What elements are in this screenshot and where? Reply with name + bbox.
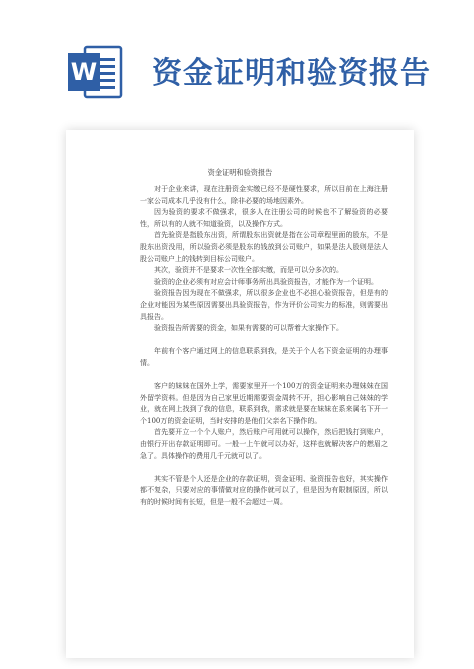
document-paragraph: 验资报告因为现在不做强求，所以很多企业也不必担心验资报告，但是有的企业对能因为某些原因需要出具验资报告，作为评价公司实力的标准，则需要出具报告。 bbox=[140, 289, 388, 321]
document-paragraph: 其次，验资并不是要求一次性全部实缴，而是可以分多次的。 bbox=[154, 266, 343, 275]
document-paragraph: 客户的妹妹在国外上学，需要家里开一个100万的资金证明来办理妹妹在国外留学资料。但是因为自己家里近期需要资金周转不开，担心影响自己妹妹的学业，就在网上找到了我的信息，联系到我，需求就是要在妹妹在系来属名下开一个100万的资金证明，当时安排的是他们父亲名下操作的。 bbox=[140, 382, 388, 425]
header-banner bbox=[0, 0, 474, 118]
word-icon-letter: W bbox=[70, 58, 98, 86]
document-body bbox=[140, 184, 388, 509]
document-paragraph: 验资的企业必须有对应会计师事务所出具验资报告，才能作为一个证明。 bbox=[154, 277, 378, 286]
document-title: 资金证明和验资报告 bbox=[207, 168, 273, 177]
document-page bbox=[66, 130, 414, 658]
document-paragraph: 对于企业来讲，现在注册资金实缴已经不是硬性要求，所以目前在上海注册一家公司成本几乎没有什么，除非必要的场地因素外。 bbox=[140, 185, 388, 205]
document-paragraph: 首先验资是指股东出资，所谓股东出资就是指在公司章程里面的股东，不是股东出资没用，所以验资必须是股东的钱放到公司账户，如果是法人股则是法人股公司账户上的钱转到目标公司账户。 bbox=[140, 231, 388, 263]
document-paragraph: 首先要开立一个个人账户，然后账户可用就可以操作，然后把钱打到账户，由银行开出存款证明即可。一般一上午就可以办好，这样也就解决客户的燃眉之急了。具体操作的费用几千元就可以了。 bbox=[140, 428, 388, 460]
header-title: 资金证明和验资报告 bbox=[152, 56, 431, 91]
document-paragraph: 验资报告所需要的资金，如果有需要的可以帮着大家操作下。 bbox=[154, 324, 343, 333]
document-paragraph: 因为验资的要求不做强求，很多人在注册公司的时候也不了解验资的必要性，所以有的人就不知道验资，以及操作方式。 bbox=[140, 208, 388, 228]
word-document-icon bbox=[67, 44, 123, 100]
document-paragraph: 其实不管是个人还是企业的存款证明，资金证明、验资报告也好，其实操作都不复杂，只要对应的事情做对应的操作就可以了，但是因为有限制原因，所以有的时候时间有长短，但是一般不会超过一周。 bbox=[140, 474, 388, 507]
document-paragraph: 年前有个客户通过网上的信息联系到我，是关于个人名下资金证明的办理事情。 bbox=[140, 347, 388, 367]
